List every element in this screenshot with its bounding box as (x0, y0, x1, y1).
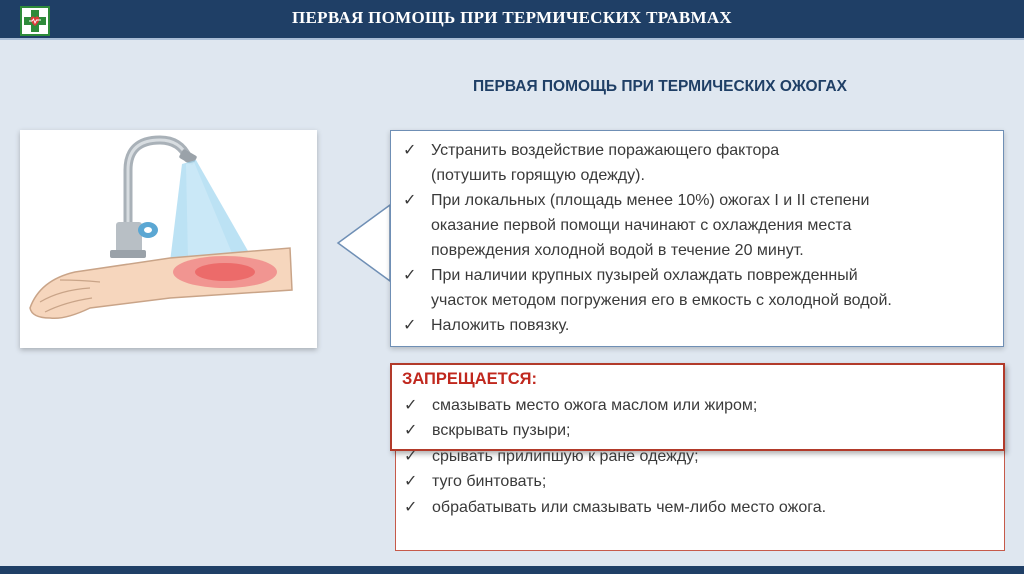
illustration-hand-under-tap (20, 130, 317, 348)
check-icon: ✓ (404, 473, 418, 490)
list-item: ✓ При локальных (площадь менее 10%) ожогах I и II степени оказание первой помощи начинают с охлаждения места повреждения холодной водой в течение 20 минут. (401, 188, 993, 263)
list-item: ✓ Устранить воздействие поражающего фактора (потушить горящую одежду). (401, 138, 993, 188)
check-icon: ✓ (404, 422, 418, 439)
instructions-list (401, 138, 993, 338)
pointer-arrow-icon (335, 203, 391, 283)
list-item: ✓ смазывать место ожога маслом или жиром; (402, 393, 1002, 419)
list-item: ✓ Наложить повязку. (401, 313, 993, 338)
forbidden-title: ЗАПРЕЩАЕТСЯ: (402, 370, 537, 388)
header-bar (0, 0, 1024, 40)
check-icon: ✓ (403, 142, 417, 159)
list-item: ✓ туго бинтовать; (402, 469, 1002, 495)
check-icon: ✓ (403, 317, 417, 334)
instructions-box (390, 130, 1004, 347)
check-icon: ✓ (404, 396, 418, 414)
check-icon: ✓ (403, 267, 417, 284)
check-icon: ✓ (404, 498, 418, 516)
list-item: ✓ обрабатывать или смазывать чем-либо место ожога. (402, 495, 1002, 521)
list-item: ✓ срывать прилипшую к ране одежду; (402, 444, 1002, 470)
footer-bar (0, 566, 1024, 574)
forbidden-list (402, 367, 1002, 520)
list-item: ✓ При наличии крупных пузырей охлаждать поврежденный участок методом погружения его в емкость с холодной водой. (401, 263, 993, 313)
header-title: ПЕРВАЯ ПОМОЩЬ ПРИ ТЕРМИЧЕСКИХ ТРАВМАХ (291, 8, 732, 27)
section-title: ПЕРВАЯ ПОМОЩЬ ПРИ ТЕРМИЧЕСКИХ ОЖОГАХ (473, 78, 847, 95)
check-icon: ✓ (403, 192, 417, 209)
list-item: ✓ вскрывать пузыри; (402, 418, 1002, 444)
check-icon: ✓ (404, 447, 418, 465)
